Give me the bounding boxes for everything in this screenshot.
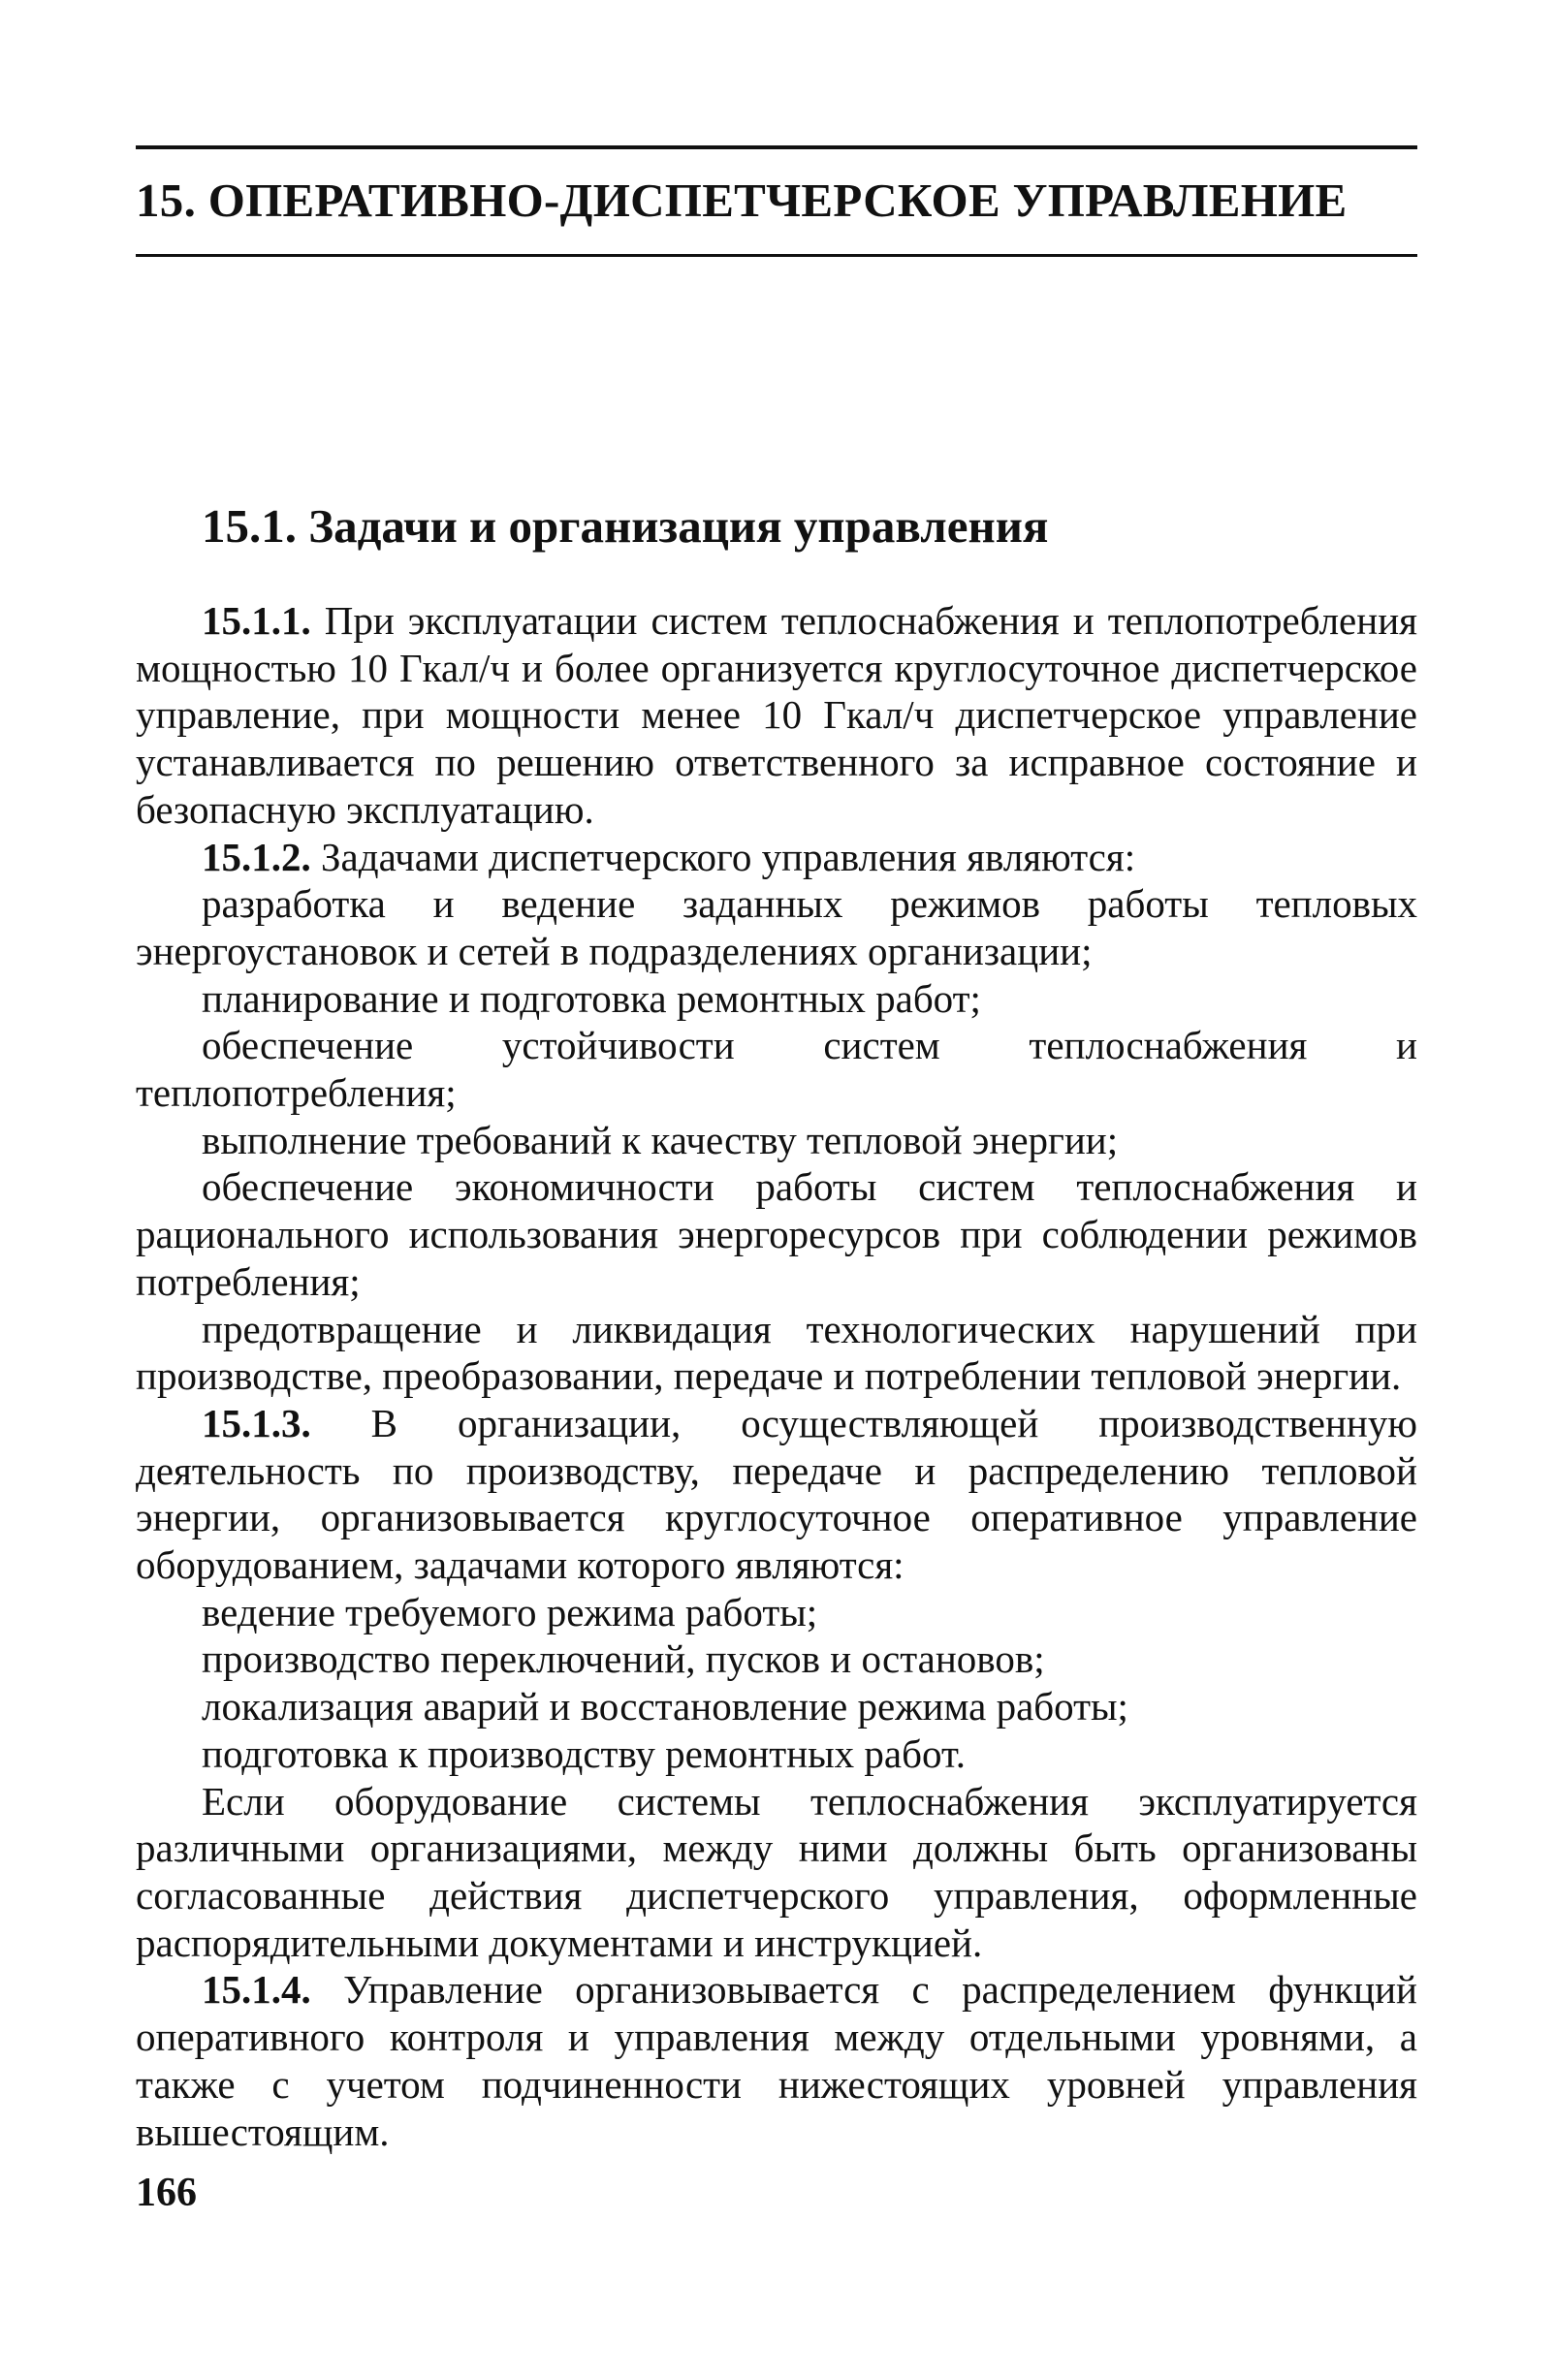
- paragraph: [136, 597, 1417, 834]
- chapter-title: 15. ОПЕРАТИВНО-ДИСПЕТЧЕРСКОЕ УПРАВЛЕНИЕ: [136, 174, 1348, 227]
- section-heading: 15.1. Задачи и организация управления: [202, 499, 1049, 553]
- list-item: [136, 1163, 1417, 1305]
- list-item: [136, 1117, 1417, 1164]
- clause-number: 15.1.2.: [202, 834, 311, 879]
- list-item-text: производство переключений, пусков и остановов;: [202, 1636, 1045, 1682]
- list-item-text: обеспечение экономичности работы систем теплоснабжения и рационального использования энергоресурсов при соблюдении режимов потребления;: [136, 1164, 1417, 1304]
- paragraph-text: Управление организовывается с распределением функций оперативного контроля и управления между отдельными уровнями, а также с учетом подчиненности нижестоящих уровней управления вышестоящим.: [136, 1967, 1417, 2154]
- list-item-text: ведение требуемого режима работы;: [202, 1589, 818, 1634]
- list-item: [136, 1635, 1417, 1683]
- clause-number: 15.1.1.: [202, 598, 311, 643]
- clause-number: 15.1.4.: [202, 1967, 311, 2013]
- paragraph-text: При эксплуатации систем теплоснабжения и теплопотребления мощностью 10 Гкал/ч и более организуется круглосуточное диспетчерское управление, при мощности менее 10 Гкал/ч диспетчерское управление устанавливается по решению ответственного за исправное состояние и безопасную эксплуатацию.: [136, 598, 1417, 832]
- list-item-text: обеспечение устойчивости систем теплоснабжения и теплопотребления;: [136, 1023, 1417, 1116]
- list-item: [136, 1683, 1417, 1730]
- list-item-text: локализация аварий и восстановление режима работы;: [202, 1684, 1128, 1729]
- list-item-text: предотвращение и ликвидация технологических нарушений при производстве, преобразовании, передаче и потреблении тепловой энергии.: [136, 1306, 1417, 1399]
- paragraph: [136, 1778, 1417, 1967]
- list-item: [136, 1589, 1417, 1636]
- body-text: [136, 597, 1417, 2155]
- paragraph-text: Задачами диспетчерского управления являются:: [310, 834, 1136, 879]
- list-item-text: выполнение требований к качеству тепловой энергии;: [202, 1117, 1119, 1162]
- list-item-text: разработка и ведение заданных режимов работы тепловых энергоустановок и сетей в подразделениях организации;: [136, 881, 1417, 973]
- paragraph: [136, 1400, 1417, 1589]
- clause-number: 15.1.3.: [202, 1400, 311, 1445]
- list-item: [136, 1022, 1417, 1116]
- list-item: [136, 1730, 1417, 1778]
- paragraph-text: В организации, осуществляющей производственную деятельность по производству, передаче и распределению тепловой энергии, организовывается круглосуточное оперативное управление оборудованием, задачами которого являются:: [136, 1400, 1417, 1588]
- page-number: 166: [136, 2171, 197, 2215]
- chapter-title-bottom-rule: [136, 254, 1417, 257]
- chapter-title-top-rule: [136, 145, 1417, 149]
- paragraph: [136, 1966, 1417, 2155]
- paragraph: [136, 834, 1417, 881]
- paragraph-text: Если оборудование системы теплоснабжения эксплуатируется различными организациями, между ними должны быть организованы согласованные действия диспетчерского управления, оформленные распорядительными документами и инструкцией.: [136, 1778, 1417, 1965]
- list-item-text: подготовка к производству ремонтных работ.: [202, 1730, 967, 1776]
- list-item: [136, 880, 1417, 974]
- list-item: [136, 1306, 1417, 1400]
- list-item-text: планирование и подготовка ремонтных работ;: [202, 975, 981, 1021]
- list-item: [136, 975, 1417, 1023]
